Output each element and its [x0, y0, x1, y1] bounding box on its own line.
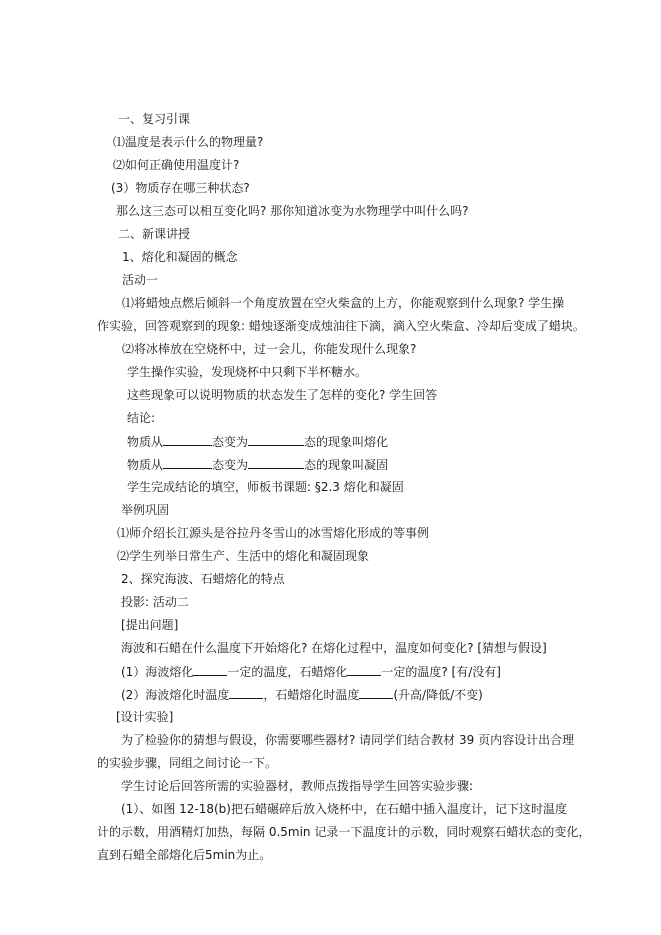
- conclusion-1-part-a: 物质从: [127, 435, 164, 449]
- review-transition: 那么这三态可以相互变化吗? 那你知道冰变为水物理学中叫什么吗?: [116, 204, 469, 218]
- design-label: [设计实验]: [116, 710, 174, 724]
- projection-note: 投影: 活动二: [121, 595, 189, 609]
- conclusion-1-part-c: 态的现象叫熔化: [304, 435, 389, 449]
- blank-field: [248, 456, 304, 469]
- conclusion-1-part-b: 态变为: [212, 435, 249, 449]
- step1-line1: (1）、如图 12-18(b)把石蜡碾碎后放入烧杯中，在石蜡中插入温度计，记下这时温度: [121, 802, 567, 816]
- blank-field: [248, 433, 304, 446]
- review-question-1: ⑴温度是表示什么的物理量?: [113, 135, 264, 149]
- activity1-item1-line2: 作实验，回答观察到的现象: 蜡烛逐渐变成烛油往下滴，滴入空火柴盒、冷却后变成了蜡块。: [97, 319, 585, 333]
- activity1-item2: ⑵将冰棒放在空烧杯中，过一会儿，你能发现什么现象?: [122, 342, 417, 356]
- conclusion-2-part-c: 态的现象叫凝固: [304, 458, 389, 472]
- hypothesis-2-part-b: ，石蜡熔化时温度: [263, 688, 360, 702]
- step1-line3: 直到石蜡全部熔化后5min为止。: [97, 848, 272, 862]
- hypothesis-2: [121, 686, 483, 703]
- raise-question-label: [提出问题]: [121, 618, 179, 632]
- blank-field: [163, 433, 212, 446]
- activity1-label: 活动一: [122, 273, 159, 287]
- step1-line2: 计的示数，用酒精灯加热，每隔 0.5min 记录一下温度计的示数，同时观察石蜡状态的变化，: [97, 825, 591, 839]
- review-question-2: ⑵如何正确使用温度计?: [113, 158, 240, 172]
- conclusion-2: [127, 456, 388, 473]
- new-lesson-heading: 二、新课讲授: [118, 227, 191, 241]
- blank-field: [229, 686, 263, 699]
- example-1: ⑴师介绍长江源头是谷拉丹冬雪山的冰雪熔化形成的等事例: [117, 526, 430, 540]
- blank-field: [193, 663, 227, 676]
- review-heading: 一、复习引课: [118, 112, 191, 126]
- example-2: ⑵学生列举日常生产、生活中的熔化和凝固现象: [117, 549, 370, 563]
- design-question-line1: 为了检验你的猜想与假设，你需要哪些器材? 请同学们结合教材 39 页内容设计出合理: [121, 733, 575, 747]
- hypothesis-1-part-c: 一定的温度? [有/没有]: [381, 665, 501, 679]
- hypothesis-2-part-c: (升高/降低/不变): [393, 688, 483, 702]
- activity1-item1-line1: ⑴将蜡烛点燃后倾斜一个角度放置在空火柴盒的上方，你能观察到什么现象? 学生操: [122, 296, 565, 310]
- hypothesis-1-part-a: (1）海波熔化: [121, 665, 194, 679]
- question-text: 海波和石蜡在什么温度下开始熔化? 在熔化过程中，温度如何变化? [猜想与假设]: [121, 641, 547, 655]
- design-question-line2: 的实验步骤，同组之间讨论一下。: [97, 756, 278, 770]
- activity1-result: 学生操作实验，发现烧杯中只剩下半杯糖水。: [127, 365, 368, 379]
- conclusion-1: [127, 433, 388, 450]
- blank-field: [347, 663, 381, 676]
- section1-title: 1、熔化和凝固的概念: [122, 250, 238, 264]
- review-question-3: (3）物质存在哪三种状态?: [111, 181, 250, 195]
- hypothesis-1: [121, 663, 501, 680]
- activity1-question: 这些现象可以说明物质的状态发生了怎样的变化? 学生回答: [127, 388, 438, 402]
- hypothesis-2-part-a: (2）海波熔化时温度: [121, 688, 230, 702]
- blank-field: [359, 686, 393, 699]
- hypothesis-1-part-b: 一定的温度，石蜡熔化: [227, 665, 348, 679]
- conclusion-2-part-b: 态变为: [212, 458, 249, 472]
- blank-field: [163, 456, 212, 469]
- conclusion-2-part-a: 物质从: [127, 458, 164, 472]
- discussion-text: 学生讨论后回答所需的实验器材，教师点拨指导学生回答实验步骤:: [121, 779, 474, 793]
- conclusion-label: 结论:: [127, 411, 156, 425]
- board-title: 学生完成结论的填空，师板书课题: §2.3 熔化和凝固: [127, 480, 404, 494]
- examples-label: 举例巩固: [121, 503, 170, 517]
- section2-title: 2、探究海波、石蜡熔化的特点: [121, 572, 285, 586]
